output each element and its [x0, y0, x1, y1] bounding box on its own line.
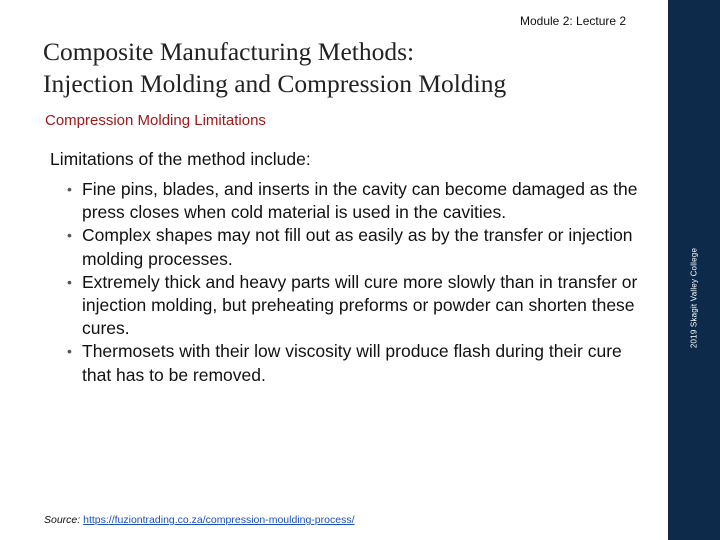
bullet-icon: •	[67, 227, 72, 244]
bullet-item	[60, 178, 640, 224]
slide-title-line-1: Composite Manufacturing Methods:	[43, 37, 415, 66]
bullet-text: Fine pins, blades, and inserts in the cavity can become damaged as the press closes when cold material is used in the cavities.	[82, 179, 638, 223]
bullet-item	[60, 271, 640, 341]
bullet-list	[60, 178, 640, 387]
module-label: Module 2: Lecture 2	[520, 14, 627, 28]
bullet-text: Thermosets with their low viscosity will produce flash during their cure that has to be removed.	[82, 341, 622, 385]
bullet-icon: •	[67, 181, 72, 197]
slide-title-line-2: Injection Molding and Compression Molding	[43, 69, 507, 98]
bullet-item	[60, 224, 640, 270]
bullet-item	[60, 340, 640, 386]
bullet-icon: •	[67, 273, 72, 290]
bullet-text: Complex shapes may not fill out as easily as by the transfer or injection molding processes.	[82, 225, 633, 269]
sidebar-copyright: 2019 Skagit Valley College	[689, 247, 699, 349]
bullet-text: Extremely thick and heavy parts will cure more slowly than in transfer or injection molding, but preheating preforms or powder can shorten these cures.	[82, 271, 638, 339]
slide-title	[43, 36, 653, 100]
source-link[interactable]: https://fuziontrading.co.za/compression-moulding-process/	[83, 514, 355, 526]
source-citation	[44, 514, 355, 526]
bullet-icon: •	[67, 343, 72, 360]
sidebar-band	[668, 0, 720, 540]
section-subtitle: Compression Molding Limitations	[45, 112, 266, 129]
source-label: Source:	[44, 514, 81, 526]
intro-text: Limitations of the method include:	[50, 149, 311, 169]
